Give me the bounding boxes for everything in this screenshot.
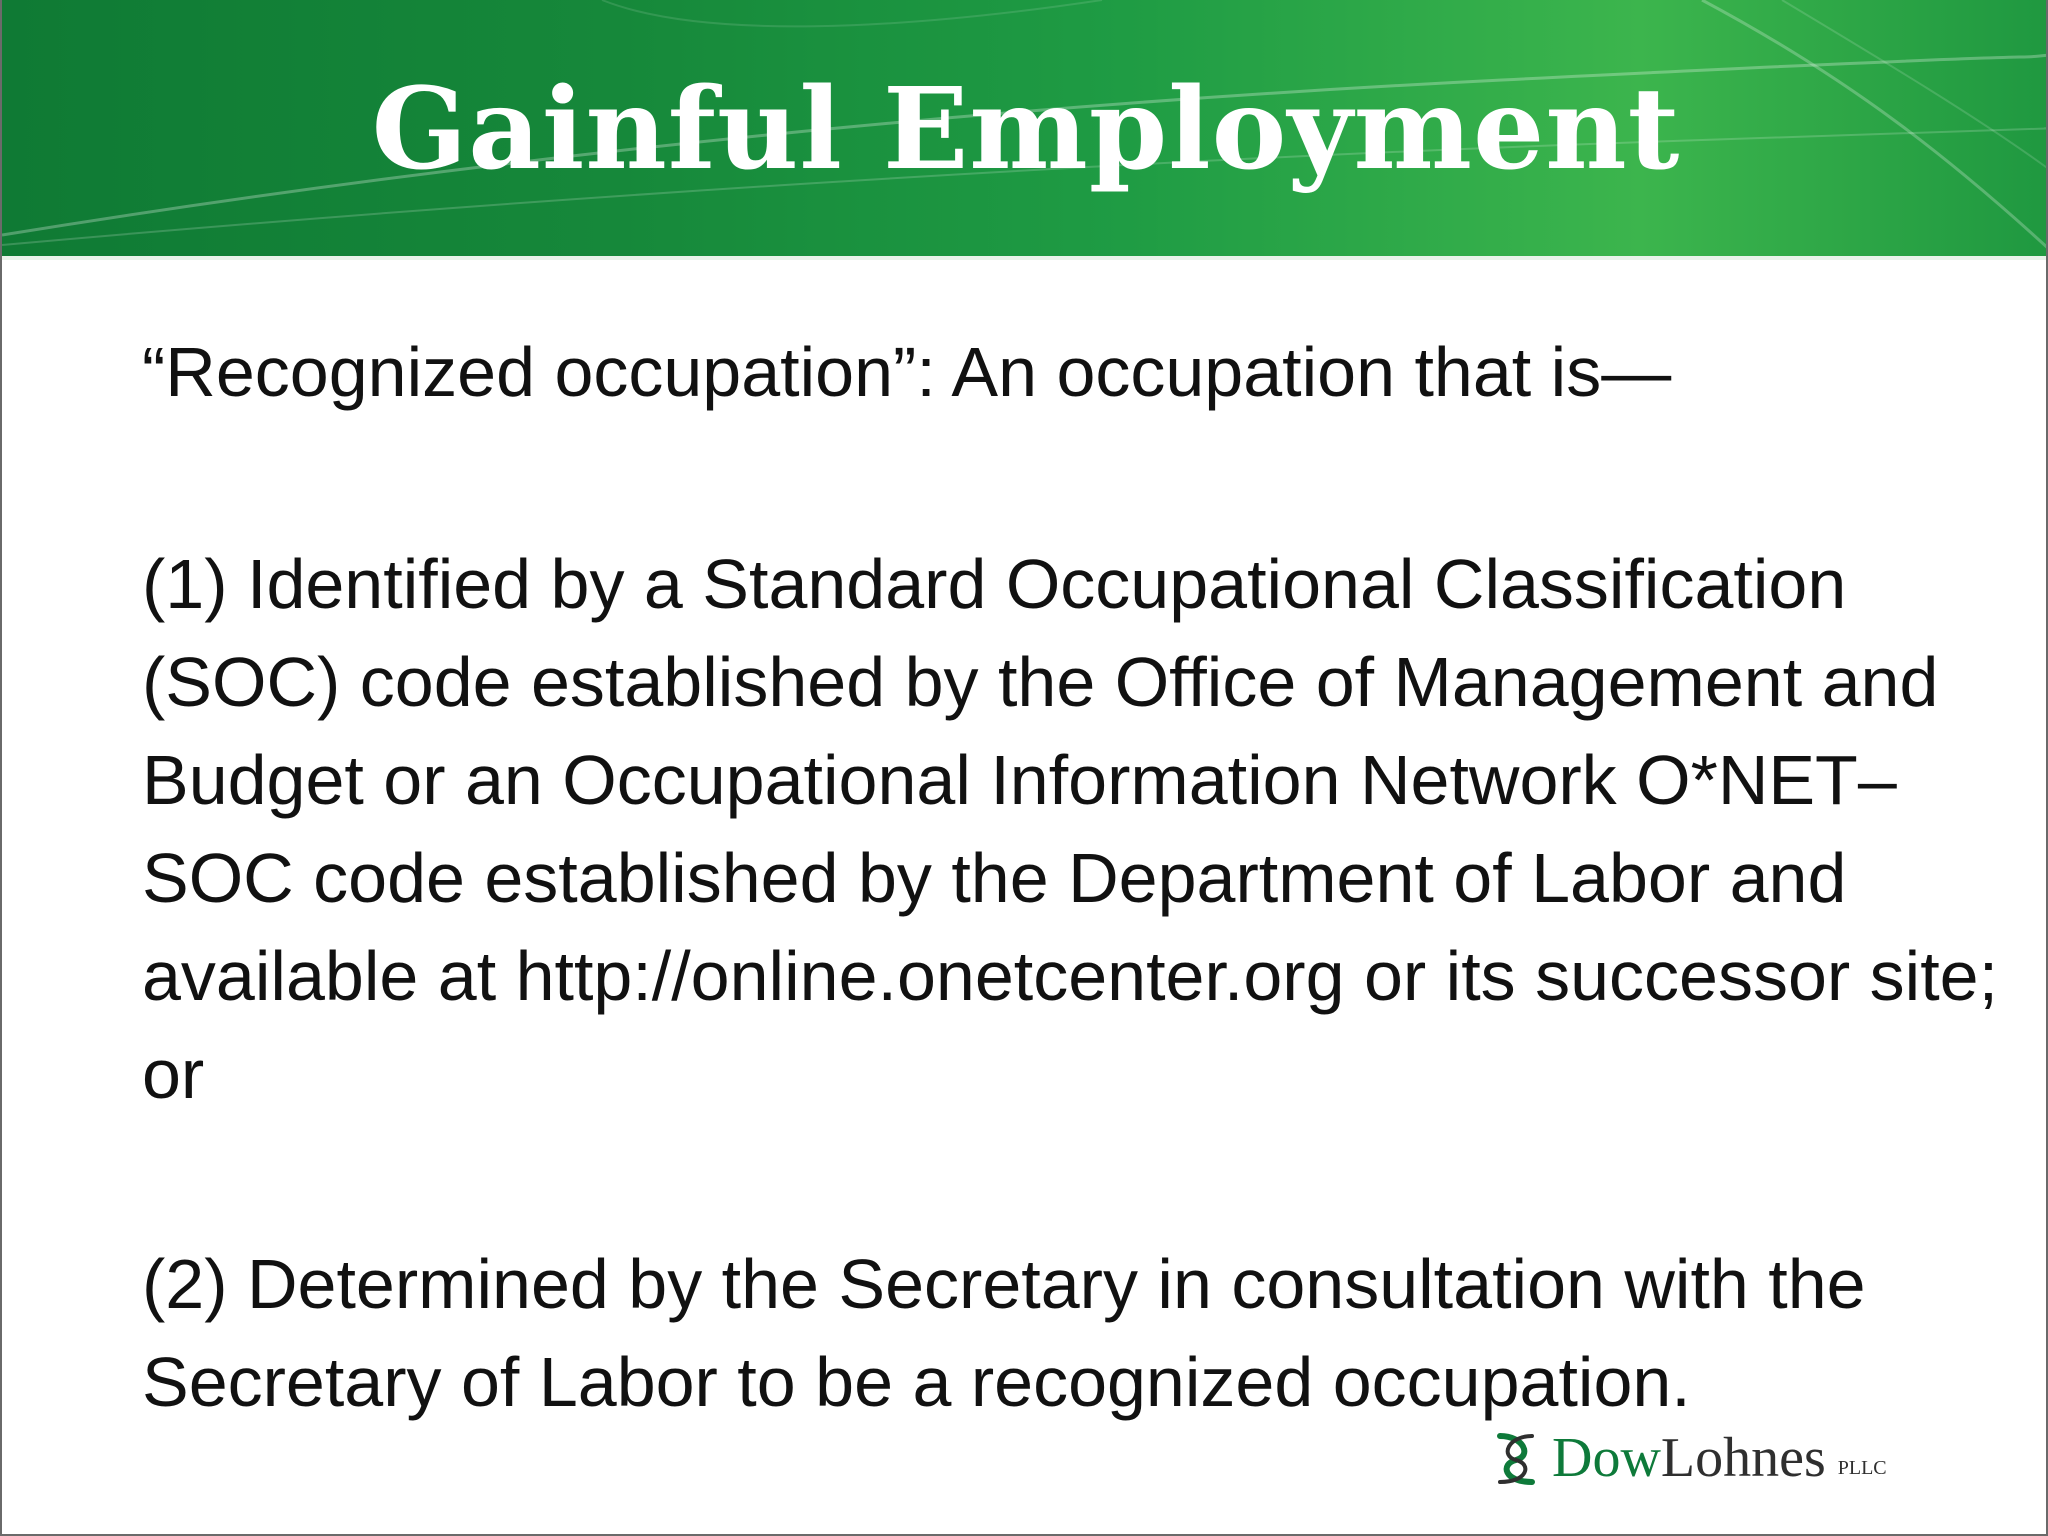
logo-text-dow: Dow: [1552, 1427, 1661, 1489]
dowlohnes-logo: [1494, 1418, 1887, 1488]
title-banner: [2, 0, 2048, 256]
logo-text-pllc: PLLC: [1837, 1457, 1887, 1479]
slide-title: Gainful Employment: [371, 64, 1681, 195]
logo-text-lohnes: Lohnes: [1660, 1427, 1826, 1489]
dowlohnes-mark-icon: [1494, 1430, 1538, 1488]
item-2-paragraph: (2) Determined by the Secretary in consultation with the Secretary of Labor to be a recognized occupation.: [142, 1245, 1866, 1421]
intro-paragraph: “Recognized occupation”: An occupation that is—: [142, 333, 1672, 411]
banner-divider: [2, 256, 2048, 260]
item-1-paragraph: (1) Identified by a Standard Occupational Classification (SOC) code established by the Office of Management and Budget or an Occupational Information Network O*NET–SOC code established by the Department of Labor and available at http://online.onetcenter.org or its successor site; or: [142, 545, 1999, 1113]
